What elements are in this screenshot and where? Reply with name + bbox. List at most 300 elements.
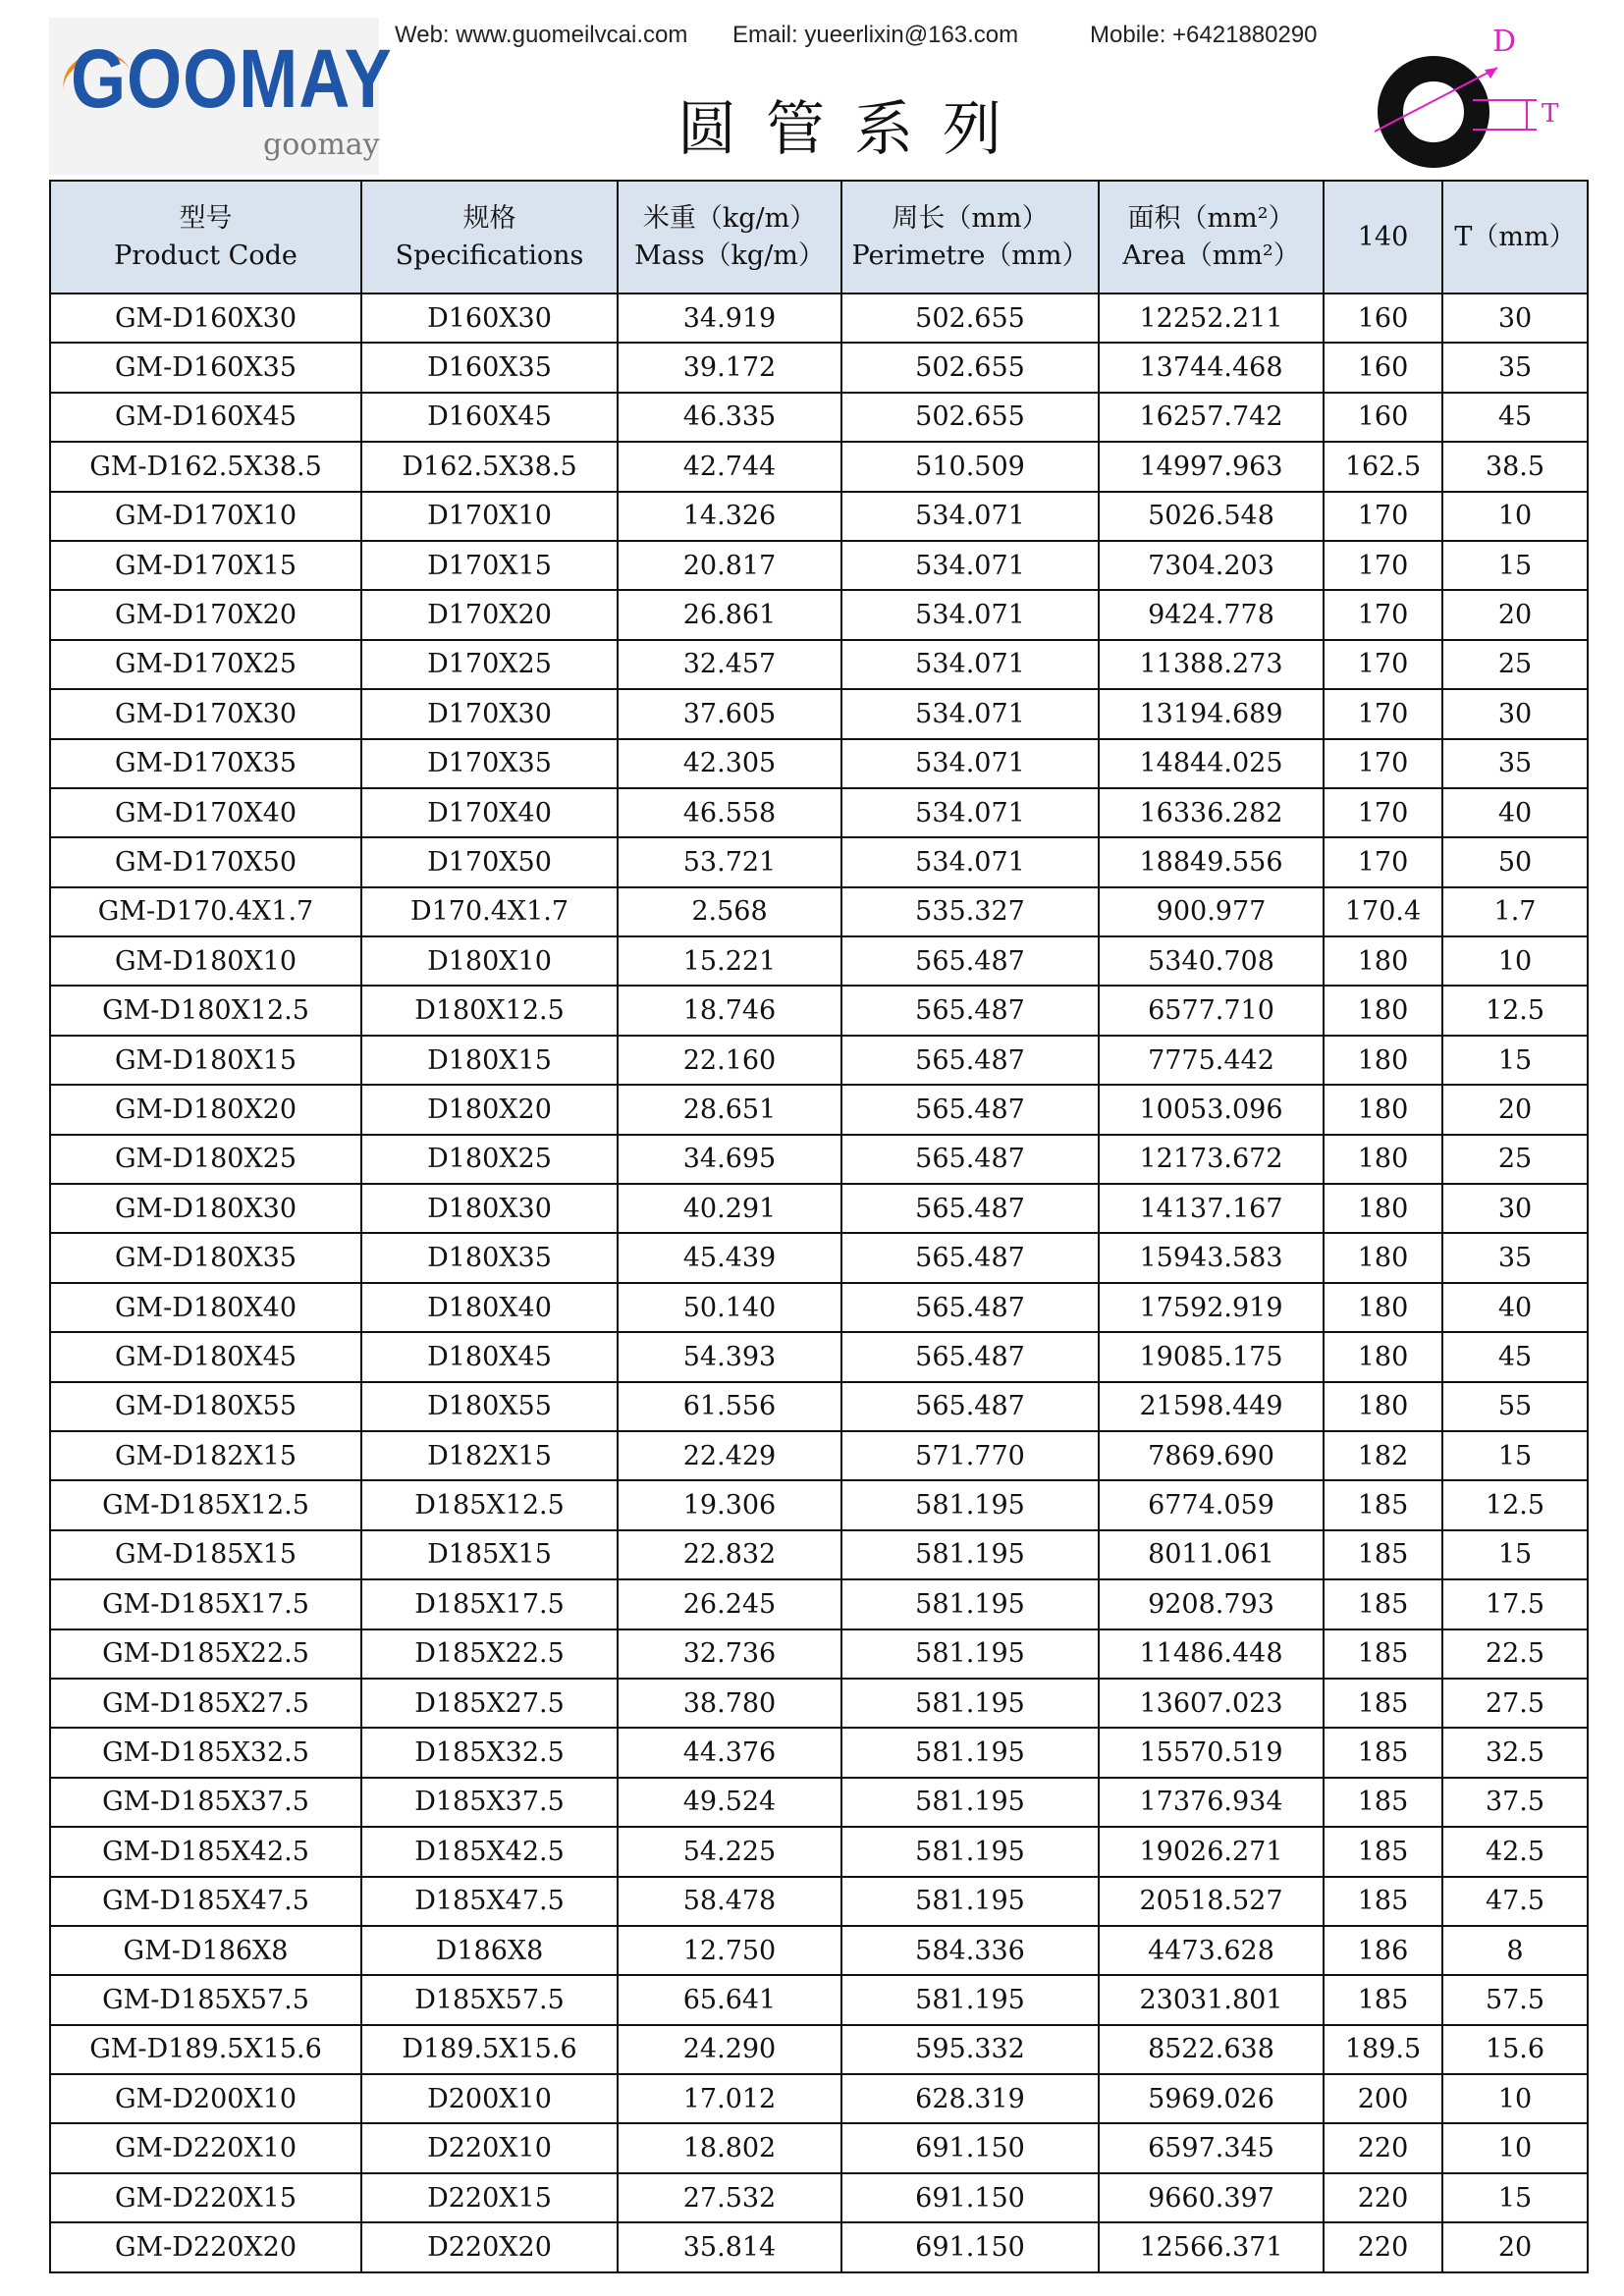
table-cell: 900.977 [1099,887,1324,936]
table-cell: 502.655 [841,294,1099,343]
table-cell: 13194.689 [1099,689,1324,738]
table-cell: GM-D180X15 [50,1036,361,1085]
table-cell: GM-D162.5X38.5 [50,442,361,491]
table-row [50,936,1588,986]
table-cell: 58.478 [618,1877,841,1926]
table-cell: GM-D180X20 [50,1085,361,1134]
table-cell: D180X20 [361,1085,618,1134]
column-header-zh: 米重（kg/m） [642,202,817,234]
table-cell: 170 [1324,837,1442,886]
table-cell: D180X45 [361,1332,618,1381]
table-cell: 565.487 [841,1283,1099,1332]
table-cell: D170X25 [361,640,618,689]
table-cell: D180X30 [361,1184,618,1233]
table-cell: 46.558 [618,788,841,837]
table-cell: 170 [1324,492,1442,541]
table-cell: 45 [1442,1332,1588,1381]
column-header-zh: 面积（mm²） [1127,202,1295,234]
table-cell: D220X15 [361,2173,618,2222]
table-cell: 185 [1324,1728,1442,1777]
table-cell: 581.195 [841,1975,1099,2024]
table-cell: 200 [1324,2074,1442,2123]
table-cell: 10053.096 [1099,1085,1324,1134]
table-cell: 42.744 [618,442,841,491]
table-row [50,2173,1588,2222]
table-cell: 220 [1324,2222,1442,2271]
table-cell: 19026.271 [1099,1827,1324,1876]
column-header-en: Area（mm²） [1122,240,1300,271]
table-cell: 1.7 [1442,887,1588,936]
table-cell: 14997.963 [1099,442,1324,491]
table-cell: 18.746 [618,986,841,1035]
table-cell: 5340.708 [1099,936,1324,986]
table-cell: GM-D220X20 [50,2222,361,2271]
table-cell: D186X8 [361,1926,618,1975]
table-cell: 17376.934 [1099,1778,1324,1827]
table-cell: 12173.672 [1099,1135,1324,1184]
table-cell: 14844.025 [1099,739,1324,788]
table-cell: 581.195 [841,1579,1099,1629]
table-cell: 30 [1442,294,1588,343]
table-cell: D170X35 [361,739,618,788]
column-header [1442,181,1588,294]
table-cell: 581.195 [841,1728,1099,1777]
table-row [50,1728,1588,1777]
column-header-zh: T（mm） [1454,221,1576,252]
table-cell: 180 [1324,1233,1442,1282]
table-cell: 565.487 [841,1332,1099,1381]
table-cell: 18849.556 [1099,837,1324,886]
contact-mobile: Mobile: +6421880290 [1090,22,1318,48]
table-cell: GM-D170X30 [50,689,361,738]
column-header [1324,181,1442,294]
table-cell: 53.721 [618,837,841,886]
table-body [50,294,1588,2272]
table-row [50,294,1588,343]
table-cell: GM-D180X55 [50,1382,361,1431]
table-cell: 180 [1324,986,1442,1035]
table-cell: 9424.778 [1099,590,1324,639]
table-row [50,1431,1588,1480]
table-cell: 14137.167 [1099,1184,1324,1233]
table-cell: D160X30 [361,294,618,343]
table-row [50,1184,1588,1233]
table-row [50,1530,1588,1579]
table-cell: 160 [1324,343,1442,392]
table-row [50,1480,1588,1529]
table-cell: 15 [1442,541,1588,590]
table-cell: 534.071 [841,739,1099,788]
table-cell: 581.195 [841,1778,1099,1827]
table-cell: 185 [1324,1877,1442,1926]
table-cell: 180 [1324,1036,1442,1085]
table-cell: 565.487 [841,1184,1099,1233]
column-header-en: Perimetre（mm） [851,240,1089,271]
table-cell: 46.335 [618,393,841,442]
table-cell: 20 [1442,1085,1588,1134]
column-header-zh: 140 [1357,221,1409,252]
table-cell: 534.071 [841,590,1099,639]
column-header [361,181,618,294]
table-row [50,1283,1588,1332]
table-cell: 15943.583 [1099,1233,1324,1282]
table-cell: GM-D180X45 [50,1332,361,1381]
table-cell: D162.5X38.5 [361,442,618,491]
table-cell: 581.195 [841,1480,1099,1529]
table-cell: 691.150 [841,2222,1099,2271]
table-cell: 565.487 [841,936,1099,986]
table-cell: 534.071 [841,541,1099,590]
table-cell: 2.568 [618,887,841,936]
table-cell: D180X35 [361,1233,618,1282]
table-cell: GM-D185X32.5 [50,1728,361,1777]
table-cell: 35 [1442,1233,1588,1282]
table-cell: 534.071 [841,837,1099,886]
table-cell: D182X15 [361,1431,618,1480]
spec-table [49,180,1589,2273]
table-cell: 37.605 [618,689,841,738]
table-cell: GM-D185X57.5 [50,1975,361,2024]
table-cell: 20518.527 [1099,1877,1324,1926]
table-cell: 18.802 [618,2123,841,2172]
table-cell: 65.641 [618,1975,841,2024]
table-cell: 19.306 [618,1480,841,1529]
table-row [50,1629,1588,1679]
table-cell: D220X20 [361,2222,618,2271]
table-cell: 8522.638 [1099,2025,1324,2074]
table-cell: GM-D170X25 [50,640,361,689]
table-cell: 12.750 [618,1926,841,1975]
table-row [50,1036,1588,1085]
table-cell: 170 [1324,640,1442,689]
column-header [1099,181,1324,294]
table-cell: D185X37.5 [361,1778,618,1827]
table-cell: 25 [1442,1135,1588,1184]
table-cell: 5026.548 [1099,492,1324,541]
table-cell: D180X55 [361,1382,618,1431]
column-header-zh: 周长（mm） [892,202,1049,234]
diameter-label: D [1492,25,1517,59]
table-row [50,1926,1588,1975]
table-cell: 581.195 [841,1530,1099,1579]
table-cell: D180X10 [361,936,618,986]
table-cell: GM-D185X15 [50,1530,361,1579]
table-row [50,986,1588,1035]
table-cell: 628.319 [841,2074,1099,2123]
column-header-en: Mass（kg/m） [634,240,825,271]
table-cell: 57.5 [1442,1975,1588,2024]
table-cell: 9208.793 [1099,1579,1324,1629]
table-cell: 534.071 [841,689,1099,738]
table-cell: 220 [1324,2173,1442,2222]
table-cell: 15570.519 [1099,1728,1324,1777]
table-cell: 16336.282 [1099,788,1324,837]
table-cell: 6597.345 [1099,2123,1324,2172]
table-cell: 691.150 [841,2123,1099,2172]
table-cell: GM-D160X30 [50,294,361,343]
table-cell: 13744.468 [1099,343,1324,392]
table-cell: 15 [1442,1431,1588,1480]
table-cell: 185 [1324,1827,1442,1876]
table-cell: D160X35 [361,343,618,392]
table-cell: GM-D185X12.5 [50,1480,361,1529]
table-cell: 15 [1442,1530,1588,1579]
table-cell: 17.012 [618,2074,841,2123]
table-cell: 565.487 [841,1233,1099,1282]
table-row [50,1679,1588,1728]
table-cell: GM-D185X27.5 [50,1679,361,1728]
table-cell: 11388.273 [1099,640,1324,689]
table-cell: 27.532 [618,2173,841,2222]
table-cell: GM-D220X10 [50,2123,361,2172]
table-cell: 9660.397 [1099,2173,1324,2222]
table-row [50,689,1588,738]
table-cell: 11486.448 [1099,1629,1324,1679]
table-cell: 38.780 [618,1679,841,1728]
table-cell: 26.245 [618,1579,841,1629]
table-cell: D185X22.5 [361,1629,618,1679]
table-cell: GM-D182X15 [50,1431,361,1480]
table-cell: 10 [1442,936,1588,986]
tube-ring [1390,69,1477,155]
table-cell: 26.861 [618,590,841,639]
table-cell: GM-D170X15 [50,541,361,590]
table-cell: 510.509 [841,442,1099,491]
table-cell: GM-D170X50 [50,837,361,886]
table-cell: GM-D160X45 [50,393,361,442]
table-cell: 185 [1324,1778,1442,1827]
table-cell: 50 [1442,837,1588,886]
column-header-zh: 规格 [462,202,516,234]
table-row [50,1579,1588,1629]
table-cell: 5969.026 [1099,2074,1324,2123]
table-row [50,887,1588,936]
table-cell: GM-D170.4X1.7 [50,887,361,936]
table-cell: 534.071 [841,788,1099,837]
table-cell: D185X12.5 [361,1480,618,1529]
table-cell: 170 [1324,541,1442,590]
table-cell: 30 [1442,689,1588,738]
table-cell: GM-D170X10 [50,492,361,541]
table-row [50,492,1588,541]
table-cell: D185X47.5 [361,1877,618,1926]
table-cell: 12252.211 [1099,294,1324,343]
table-cell: 535.327 [841,887,1099,936]
table-row [50,1332,1588,1381]
table-cell: D180X12.5 [361,986,618,1035]
table-cell: 35 [1442,343,1588,392]
table-row [50,393,1588,442]
table-row [50,1778,1588,1827]
table-cell: GM-D180X10 [50,936,361,986]
table-cell: 49.524 [618,1778,841,1827]
table-cell: 47.5 [1442,1877,1588,1926]
table-cell: D170X15 [361,541,618,590]
company-logo [49,18,393,175]
table-cell: 12.5 [1442,1480,1588,1529]
thickness-label: T [1542,99,1559,129]
table-cell: 15 [1442,2173,1588,2222]
table-cell: 50.140 [618,1283,841,1332]
table-cell: 10 [1442,2123,1588,2172]
table-cell: 20 [1442,2222,1588,2271]
table-cell: 22.160 [618,1036,841,1085]
table-cell: 32.736 [618,1629,841,1679]
table-cell: GM-D180X12.5 [50,986,361,1035]
table-cell: 4473.628 [1099,1926,1324,1975]
table-cell: 16257.742 [1099,393,1324,442]
table-cell: 55 [1442,1382,1588,1431]
table-cell: 170 [1324,788,1442,837]
table-row [50,1877,1588,1926]
table-row [50,739,1588,788]
table-cell: 180 [1324,1184,1442,1233]
table-cell: 34.919 [618,294,841,343]
table-cell: D170.4X1.7 [361,887,618,936]
table-row [50,2074,1588,2123]
table-cell: 14.326 [618,492,841,541]
table-cell: 42.5 [1442,1827,1588,1876]
table-cell: 6577.710 [1099,986,1324,1035]
column-header-zh: 型号 [179,202,233,234]
table-cell: 170 [1324,689,1442,738]
table-cell: 17.5 [1442,1579,1588,1629]
table-cell: 565.487 [841,1085,1099,1134]
table-cell: 20 [1442,590,1588,639]
table-cell: D170X20 [361,590,618,639]
table-cell: 61.556 [618,1382,841,1431]
table-cell: 189.5 [1324,2025,1442,2074]
table-row [50,343,1588,392]
table-cell: 45 [1442,393,1588,442]
table-cell: 180 [1324,936,1442,986]
table-cell: 160 [1324,393,1442,442]
logo-subtext: goomay [263,128,380,162]
table-cell: 565.487 [841,1036,1099,1085]
table-cell: 584.336 [841,1926,1099,1975]
table-cell: GM-D200X10 [50,2074,361,2123]
table-cell: 20.817 [618,541,841,590]
table-cell: GM-D185X22.5 [50,1629,361,1679]
table-cell: 35 [1442,739,1588,788]
table-cell: D180X15 [361,1036,618,1085]
table-cell: 185 [1324,1679,1442,1728]
table-cell: GM-D170X20 [50,590,361,639]
table-cell: 581.195 [841,1877,1099,1926]
table-cell: GM-D160X35 [50,343,361,392]
table-cell: 180 [1324,1283,1442,1332]
table-cell: 565.487 [841,1382,1099,1431]
table-cell: 23031.801 [1099,1975,1324,2024]
contact-web: Web: www.guomeilvcai.com [395,22,688,48]
table-row [50,541,1588,590]
table-cell: 13607.023 [1099,1679,1324,1728]
table-cell: GM-D180X40 [50,1283,361,1332]
table-cell: 22.832 [618,1530,841,1579]
table-cell: 44.376 [618,1728,841,1777]
table-cell: 54.393 [618,1332,841,1381]
table-cell: D170X50 [361,837,618,886]
table-row [50,1975,1588,2024]
table-cell: 565.487 [841,1135,1099,1184]
table-cell: 7869.690 [1099,1431,1324,1480]
table-row [50,1135,1588,1184]
table-cell: 180 [1324,1135,1442,1184]
table-cell: D185X42.5 [361,1827,618,1876]
table-cell: 12.5 [1442,986,1588,1035]
table-cell: 54.225 [618,1827,841,1876]
table-cell: D180X40 [361,1283,618,1332]
table-cell: 8011.061 [1099,1530,1324,1579]
table-cell: 10 [1442,492,1588,541]
table-cell: 185 [1324,1975,1442,2024]
table-cell: GM-D170X40 [50,788,361,837]
table-row [50,837,1588,886]
table-cell: D189.5X15.6 [361,2025,618,2074]
table-cell: D200X10 [361,2074,618,2123]
table-cell: 581.195 [841,1679,1099,1728]
table-cell: 32.457 [618,640,841,689]
table-row [50,442,1588,491]
table-cell: 8 [1442,1926,1588,1975]
table-row [50,2222,1588,2271]
table-cell: 7304.203 [1099,541,1324,590]
table-cell: 180 [1324,1382,1442,1431]
table-cell: D185X15 [361,1530,618,1579]
table-cell: 35.814 [618,2222,841,2271]
logo-wordmark: GOOMAY [71,32,393,125]
table-cell: 32.5 [1442,1728,1588,1777]
table-cell: 21598.449 [1099,1382,1324,1431]
table-cell: 17592.919 [1099,1283,1324,1332]
table-cell: D220X10 [361,2123,618,2172]
table-cell: D170X40 [361,788,618,837]
table-cell: GM-D170X35 [50,739,361,788]
table-cell: 10 [1442,2074,1588,2123]
table-cell: D185X32.5 [361,1728,618,1777]
table-cell: 691.150 [841,2173,1099,2222]
table-row [50,2025,1588,2074]
table-cell: GM-D185X17.5 [50,1579,361,1629]
table-header [50,181,1588,294]
table-cell: 180 [1324,1332,1442,1381]
table-cell: 22.429 [618,1431,841,1480]
table-cell: D170X10 [361,492,618,541]
table-row [50,590,1588,639]
column-header [841,181,1099,294]
table-cell: 12566.371 [1099,2222,1324,2271]
table-cell: 40.291 [618,1184,841,1233]
table-cell: 534.071 [841,492,1099,541]
table-cell: 595.332 [841,2025,1099,2074]
table-cell: 22.5 [1442,1629,1588,1679]
table-cell: 6774.059 [1099,1480,1324,1529]
table-cell: GM-D189.5X15.6 [50,2025,361,2074]
table-row [50,1827,1588,1876]
table-cell: 186 [1324,1926,1442,1975]
table-cell: 7775.442 [1099,1036,1324,1085]
table-cell: D185X17.5 [361,1579,618,1629]
page-header [0,0,1624,182]
table-cell: GM-D185X47.5 [50,1877,361,1926]
table-cell: 220 [1324,2123,1442,2172]
round-tube-diagram [1335,14,1571,171]
table-cell: 170.4 [1324,887,1442,936]
table-cell: 15.6 [1442,2025,1588,2074]
table-cell: 581.195 [841,1827,1099,1876]
table-cell: 185 [1324,1530,1442,1579]
table-cell: 185 [1324,1579,1442,1629]
